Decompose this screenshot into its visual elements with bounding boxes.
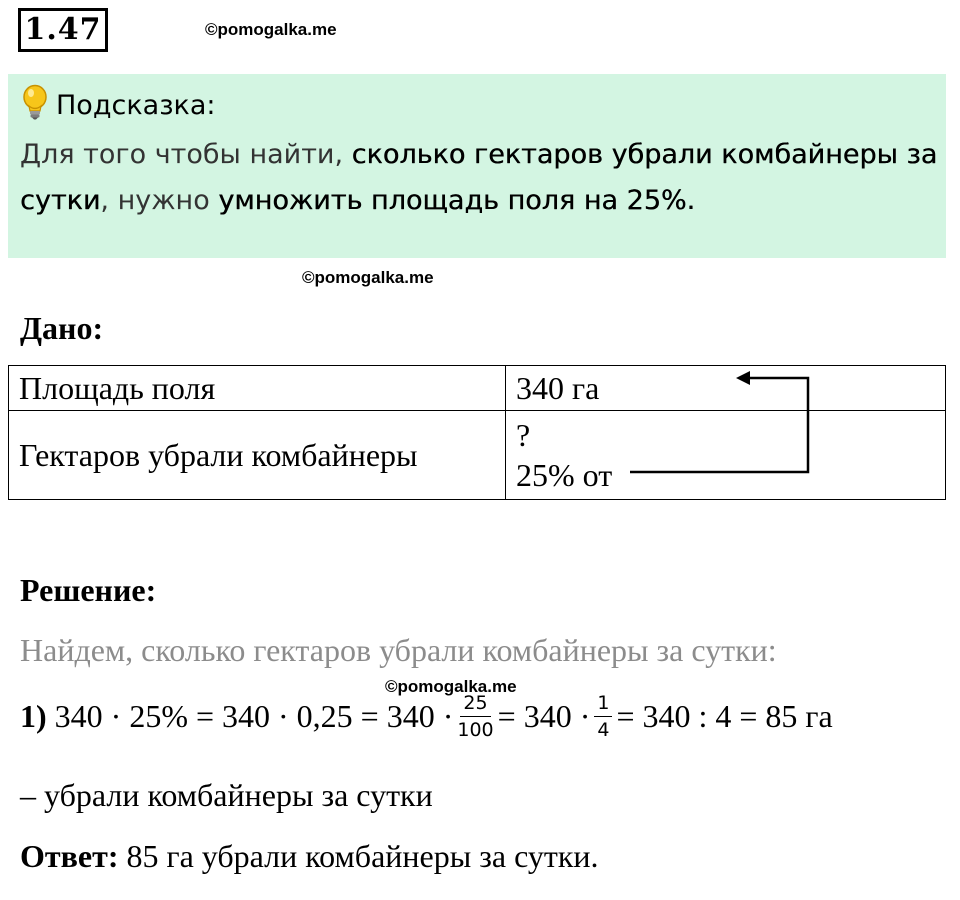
- harvested-label: Гектаров убрали комбайнеры: [9, 411, 506, 500]
- hint-text-4: умножить площадь поля на 25%.: [218, 185, 696, 216]
- table-row: [9, 366, 946, 411]
- solution-intro: Найдем, сколько гектаров убрали комбайнеры за сутки:: [20, 632, 777, 668]
- hint-text-2: сколько гектаров убрали комбайнеры за сутки: [20, 139, 938, 216]
- fraction-numerator: 25: [460, 692, 490, 717]
- hint-text: [20, 132, 940, 224]
- area-value: 340 га: [506, 366, 946, 411]
- watermark-middle: ©pomogalka.me: [302, 268, 434, 287]
- fraction-1-4: [594, 692, 612, 741]
- unknown-mark: ?: [516, 417, 531, 453]
- lightbulb-icon: [20, 84, 50, 127]
- fraction-denominator: 100: [457, 719, 494, 741]
- watermark-top: ©pomogalka.me: [205, 20, 337, 39]
- percent-of: 25% от: [516, 457, 613, 493]
- answer-label: Ответ:: [20, 838, 119, 874]
- hint-title-text: Подсказка:: [56, 90, 216, 121]
- watermark-bottom: ©pomogalka.me: [385, 677, 517, 696]
- fraction-denominator: 4: [597, 719, 610, 741]
- hint-text-3: , нужно: [100, 185, 219, 216]
- step-part-2: = 340 ·: [497, 698, 591, 734]
- problem-number: 1.47: [18, 8, 108, 52]
- given-table: [8, 365, 946, 500]
- fraction-numerator: 1: [594, 692, 612, 717]
- hint-title: [20, 84, 216, 127]
- step-part-1: 340 · 25% = 340 · 0,25 = 340 ·: [54, 698, 454, 734]
- area-label: Площадь поля: [9, 366, 506, 411]
- solution-step-1: [20, 692, 833, 741]
- given-heading: Дано:: [20, 310, 104, 346]
- answer-text: 85 га убрали комбайнеры за сутки.: [126, 838, 599, 874]
- answer: [20, 838, 599, 875]
- fraction-25-100: [457, 692, 493, 741]
- solution-heading: Решение:: [20, 572, 157, 608]
- step-tail: – убрали комбайнеры за сутки: [20, 777, 433, 813]
- step-label: 1): [20, 698, 47, 734]
- step-part-3: = 340 : 4 = 85 га: [616, 698, 833, 734]
- harvested-value: [506, 411, 946, 500]
- table-row: [9, 411, 946, 500]
- hint-text-1: Для того чтобы найти,: [20, 139, 352, 170]
